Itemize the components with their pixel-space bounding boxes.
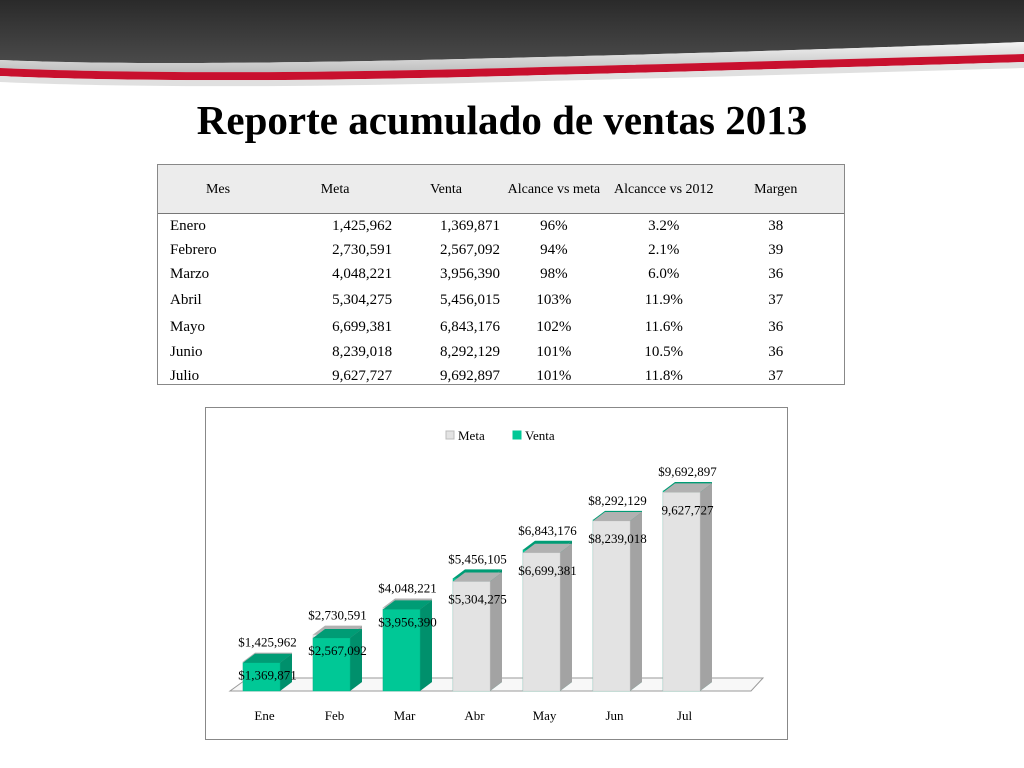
cell-meta: 4,048,221 — [332, 265, 393, 282]
table-row — [158, 214, 844, 239]
cell-meta: 2,730,591 — [332, 241, 393, 258]
cell-mes: Mayo — [170, 318, 205, 335]
x-tick-label: Ene — [254, 708, 275, 723]
data-label-venta: $6,843,176 — [518, 522, 577, 538]
bar-meta-abr-side — [490, 573, 502, 691]
cell-margen: 38 — [768, 217, 784, 234]
table-header-row — [158, 165, 844, 214]
x-tick-label: Abr — [464, 708, 485, 723]
cell-mes: Junio — [170, 343, 203, 360]
data-label-venta: $1,369,871 — [238, 667, 297, 683]
header-spacer — [832, 165, 844, 214]
cell-alcance-2012: 11.9% — [644, 291, 683, 308]
table-row — [158, 364, 844, 388]
legend-label-meta: Meta — [458, 428, 485, 443]
data-label-meta: $8,239,018 — [588, 530, 647, 546]
data-label-venta: $9,692,897 — [658, 464, 717, 479]
header-venta: Venta — [392, 165, 500, 214]
table-row — [158, 340, 844, 364]
x-tick-label: Feb — [324, 708, 345, 723]
cell-meta: 1,425,962 — [332, 217, 393, 234]
legend-swatch-venta — [513, 431, 521, 439]
data-label-meta: $4,048,221 — [378, 580, 437, 596]
cell-mes: Marzo — [170, 265, 210, 282]
cell-venta: 1,369,871 — [439, 217, 500, 234]
cell-mes: Enero — [170, 217, 206, 234]
data-label-meta: $5,304,275 — [448, 591, 507, 607]
header-meta: Meta — [278, 165, 392, 214]
cell-venta: 6,843,176 — [439, 318, 500, 335]
table-row — [158, 314, 844, 340]
x-tick-label: May — [532, 708, 557, 723]
data-label-meta: $1,425,962 — [238, 634, 297, 650]
cell-alcance-meta: 94% — [540, 241, 568, 258]
cell-margen: 36 — [768, 265, 784, 282]
header-alcance-2012: Alcancce vs 2012 — [608, 165, 720, 214]
cell-meta: 6,699,381 — [332, 318, 393, 335]
cell-margen: 39 — [768, 241, 784, 258]
cell-alcance-meta: 102% — [536, 318, 572, 335]
cell-mes: Febrero — [170, 241, 217, 258]
table-row — [158, 262, 844, 286]
sales-chart — [205, 407, 788, 740]
cell-venta: 5,456,015 — [439, 291, 500, 308]
cell-venta: 2,567,092 — [439, 241, 500, 258]
page-title: Reporte acumulado de ventas 2013 — [196, 97, 808, 143]
cell-alcance-meta: 96% — [540, 217, 568, 234]
sales-table-container — [157, 164, 845, 385]
header-mes: Mes — [158, 165, 278, 214]
cell-alcance-2012: 11.8% — [644, 367, 683, 384]
table-row — [158, 238, 844, 262]
header-banner — [0, 0, 1024, 92]
x-tick-label: Mar — [393, 708, 416, 723]
data-label-meta: $2,730,591 — [308, 607, 367, 623]
bar-venta-feb-side — [350, 629, 362, 691]
cell-venta: 3,956,390 — [439, 265, 500, 282]
cell-alcance-2012: 6.0% — [648, 265, 680, 282]
cell-alcance-2012: 3.2% — [648, 217, 680, 234]
header-margen: Margen — [720, 165, 832, 214]
sales-table — [158, 165, 844, 388]
data-label-meta: 9,627,727 — [661, 502, 714, 518]
x-tick-label: Jul — [676, 708, 693, 723]
legend-swatch-meta — [446, 431, 454, 439]
cell-meta: 5,304,275 — [332, 291, 393, 308]
cell-mes: Julio — [170, 367, 200, 384]
cell-mes: Abril — [170, 291, 202, 308]
data-label-venta: $8,292,129 — [588, 492, 647, 508]
cell-venta: 9,692,897 — [439, 367, 500, 384]
cell-margen: 36 — [768, 318, 784, 335]
cell-alcance-meta: 101% — [536, 367, 572, 384]
bar-meta-jun — [593, 521, 630, 691]
cell-alcance-meta: 98% — [540, 265, 568, 282]
data-label-venta: $3,956,390 — [378, 614, 437, 630]
cell-margen: 36 — [768, 343, 784, 360]
data-label-venta: $5,456,105 — [448, 551, 507, 567]
cell-alcance-2012: 2.1% — [648, 241, 680, 258]
cell-margen: 37 — [768, 291, 784, 308]
bar-meta-jul — [663, 492, 700, 691]
cell-venta: 8,292,129 — [439, 343, 500, 360]
cell-alcance-2012: 11.6% — [644, 318, 683, 335]
cell-margen: 37 — [768, 367, 784, 384]
cell-meta: 8,239,018 — [332, 343, 393, 360]
x-tick-label: Jun — [605, 708, 624, 723]
data-label-venta: $2,567,092 — [308, 643, 367, 659]
cell-alcance-meta: 103% — [536, 291, 572, 308]
cell-alcance-2012: 10.5% — [644, 343, 684, 360]
chart-canvas — [206, 408, 787, 739]
legend-label-venta: Venta — [525, 428, 555, 443]
data-label-meta: $6,699,381 — [518, 562, 577, 578]
table-row — [158, 286, 844, 314]
cell-alcance-meta: 101% — [536, 343, 572, 360]
cell-meta: 9,627,727 — [332, 367, 393, 384]
header-alcance-meta: Alcance vs meta — [500, 165, 608, 214]
